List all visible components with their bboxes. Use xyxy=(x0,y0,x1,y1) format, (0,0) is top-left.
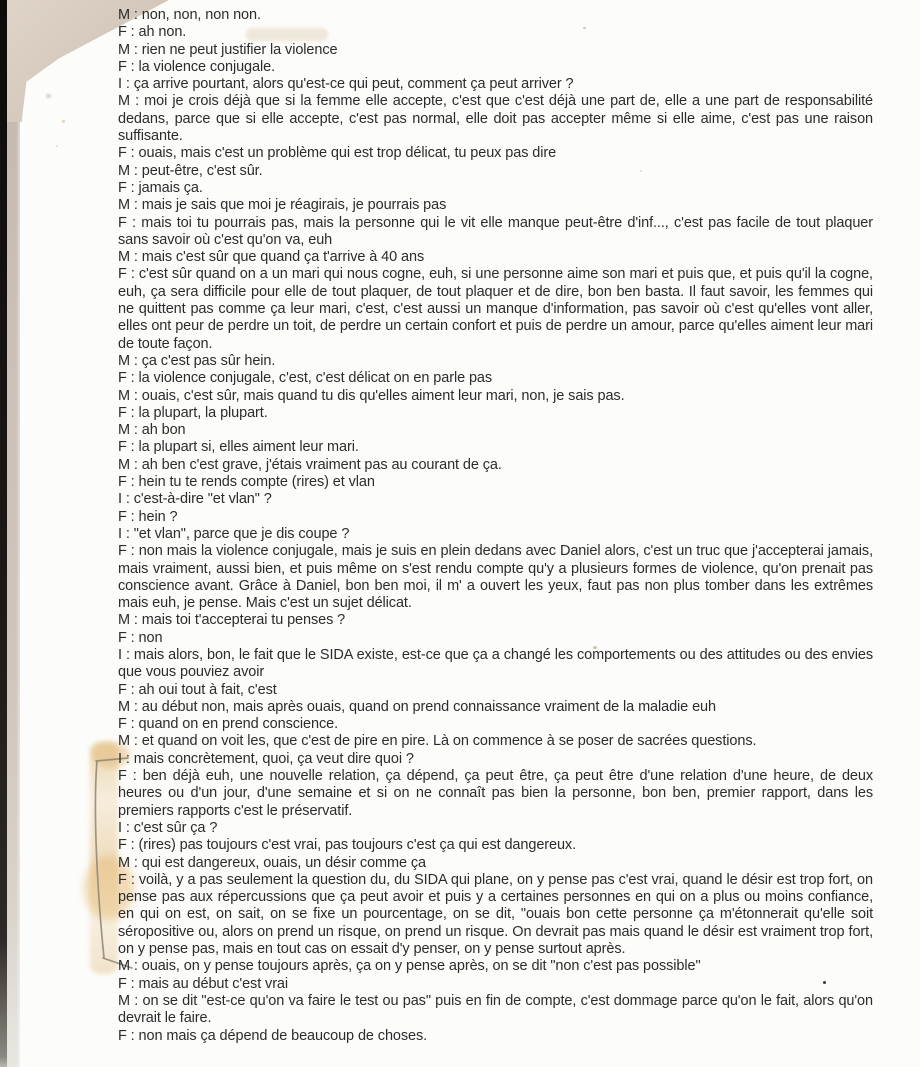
transcript-line: F : ouais, mais c'est un problème qui est trop délicat, tu peux pas dire xyxy=(118,145,557,162)
transcript-line: I : c'est sûr ça ? xyxy=(118,819,218,836)
transcript-line: F : non xyxy=(118,629,163,646)
transcript-line: I : "et vlan", parce que je dis coupe ? xyxy=(118,525,350,542)
transcript-line: F : la violence conjugale, c'est, c'est délicat on en parle pas xyxy=(118,370,493,387)
transcript-line: F : jamais ça. xyxy=(118,179,203,196)
scan-speck xyxy=(62,120,65,123)
transcript-line: M : et quand on voit les, que c'est de pire en pire. Là on commence à se poser de sacrées questions. xyxy=(118,733,757,750)
transcript-line: F : hein ? xyxy=(118,508,178,525)
scan-speck xyxy=(46,94,51,98)
transcript-line: F : quand on en prend conscience. xyxy=(118,716,338,733)
transcript-line: F : (rires) pas toujours c'est vrai, pas toujours c'est ça qui est dangereux. xyxy=(118,837,577,854)
transcript-line: F : voilà, y a pas seulement la question du, du SIDA qui plane, on y pense pas c'est vrai, quand le désir est trop fort, on pense pas aux répercussions que ça peut avoir et puis y a certaines personnes en qui on a plus ou moins confiance, en qui on est, on sait, on se fixe un pourcentage, on se dit, "ouais bon cette personne ça m'étonnerait qu'elle soit séropositive ou, alors on prend un risque, on prend un risque. On devrait pas mais quand le désir est vraiment trop fort, on y pense pas, mais en tout cas on essait d'y penser, on y pense surtout après. xyxy=(118,871,873,958)
transcript-line: M : ça c'est pas sûr hein. xyxy=(118,352,276,369)
transcript-line: F : ben déjà euh, une nouvelle relation, ça dépend, ça peut être, ça peut être d'une relation d'une heure, de deux heures ou d'un jour, d'une semaine et si on ne connaît pas bien la personne, bon ben, premier rapport, dans les premiers rapports c'est le préservatif. xyxy=(118,768,873,819)
transcript-line: I : ça arrive pourtant, alors qu'est-ce qui peut, comment ça peut arriver ? xyxy=(118,76,574,93)
transcript-line: M : mais je sais que moi je réagirais, je pourrais pas xyxy=(118,197,447,214)
transcript-line: F : ah non. xyxy=(118,24,187,41)
transcript-line: F : hein tu te rends compte (rires) et vlan xyxy=(118,474,375,491)
transcript-line: I : c'est-à-dire "et vlan" ? xyxy=(118,491,272,508)
transcript-line: M : ouais, c'est sûr, mais quand tu dis qu'elles aiment leur mari, non, je sais pas. xyxy=(118,387,625,404)
transcript-line: M : ah bon xyxy=(118,422,186,439)
scanner-edge xyxy=(0,0,7,1067)
transcript-line: M : ouais, on y pense toujours après, ça on y pense après, on se dit "non c'est pas possible" xyxy=(118,958,701,975)
stray-ink-dot xyxy=(823,981,826,984)
transcript-line: M : on se dit "est-ce qu'on va faire le test ou pas" puis en fin de compte, c'est dommage parce qu'on le fait, alors qu'on devrait le faire. xyxy=(118,992,873,1027)
transcript-line: F : la plupart, la plupart. xyxy=(118,404,268,421)
page-left-edge-shadow xyxy=(7,0,20,1067)
transcript-line: F : mais au début c'est vrai xyxy=(118,975,289,992)
transcript-line: M : non, non, non non. xyxy=(118,7,261,23)
transcript-line: F : c'est sûr quand on a un mari qui nous cogne, euh, si une personne aime son mari et puis que, et puis qu'il la cogne, euh, ça sera difficile pour elle de tout plaquer, de tout plaquer et de dire, bon ben basta. Il faut savoir, les femmes qui ne quittent pas comme ça leur mari, c'est, c'est aussi un manque d'information, pas savoir où c'est qu'elles vont aller, elles ont peur de perdre un toit, de perdre un certain confort et puis de perdre un amour, parce qu'elles aiment leur mari de toute façon. xyxy=(118,266,873,352)
transcript-line: M : au début non, mais après ouais, quand on prend connaissance vraiment de la maladie euh xyxy=(118,698,716,715)
transcript-line: F : non mais ça dépend de beaucoup de choses. xyxy=(118,1027,428,1044)
transcript-line: F : la violence conjugale. xyxy=(118,58,275,75)
transcript-line: M : ah ben c'est grave, j'étais vraiment pas au courant de ça. xyxy=(118,456,502,473)
transcript-line: I : mais concrètement, quoi, ça veut dire quoi ? xyxy=(118,750,414,767)
transcript-line: M : mais toi t'accepterai tu penses ? xyxy=(118,612,346,629)
transcript-line: F : ah oui tout à fait, c'est xyxy=(118,681,277,698)
transcript-line: M : rien ne peut justifier la violence xyxy=(118,41,338,58)
transcript-line: M : moi je crois déjà que si la femme elle accepte, c'est que c'est déjà une part de, elle a une part de responsabilité dedans, parce que si elle accepte, c'est pas normal, elle doit pas accepter même si elle aime, c'est pas une raison suffisante. xyxy=(118,93,873,145)
transcript-line: M : qui est dangereux, ouais, un désir comme ça xyxy=(118,854,427,871)
transcript-line: F : la plupart si, elles aiment leur mari. xyxy=(118,439,359,456)
transcript-line: M : mais c'est sûr que quand ça t'arrive à 40 ans xyxy=(118,249,425,266)
scan-speck xyxy=(56,145,58,147)
transcript xyxy=(118,7,873,1045)
transcript-line: F : non mais la violence conjugale, mais je suis en plein dedans avec Daniel alors, c'est un truc que j'accepterai jamais, mais vraiment, aussi bien, et puis même on s'est rendu compte qu'y a plusieurs formes de violence, qu'on prenait pas conscience avant. Grâce à Daniel, bon ben moi, il m' a ouvert les yeux, faut pas non plus tomber dans les extrêmes mais euh, je pense. Mais c'est un sujet délicat. xyxy=(118,543,873,612)
transcript-line: F : mais toi tu pourrais pas, mais la personne qui le vit elle manque peut-être d'inf..., c'est pas facile de tout plaquer sans savoir où c'est qu'on va, euh xyxy=(118,214,873,248)
transcript-line: I : mais alors, bon, le fait que le SIDA existe, est-ce que ça a changé les comportements ou des attitudes ou des envies que vous pouviez avoir xyxy=(118,646,873,681)
transcript-line: M : peut-être, c'est sûr. xyxy=(118,162,263,179)
